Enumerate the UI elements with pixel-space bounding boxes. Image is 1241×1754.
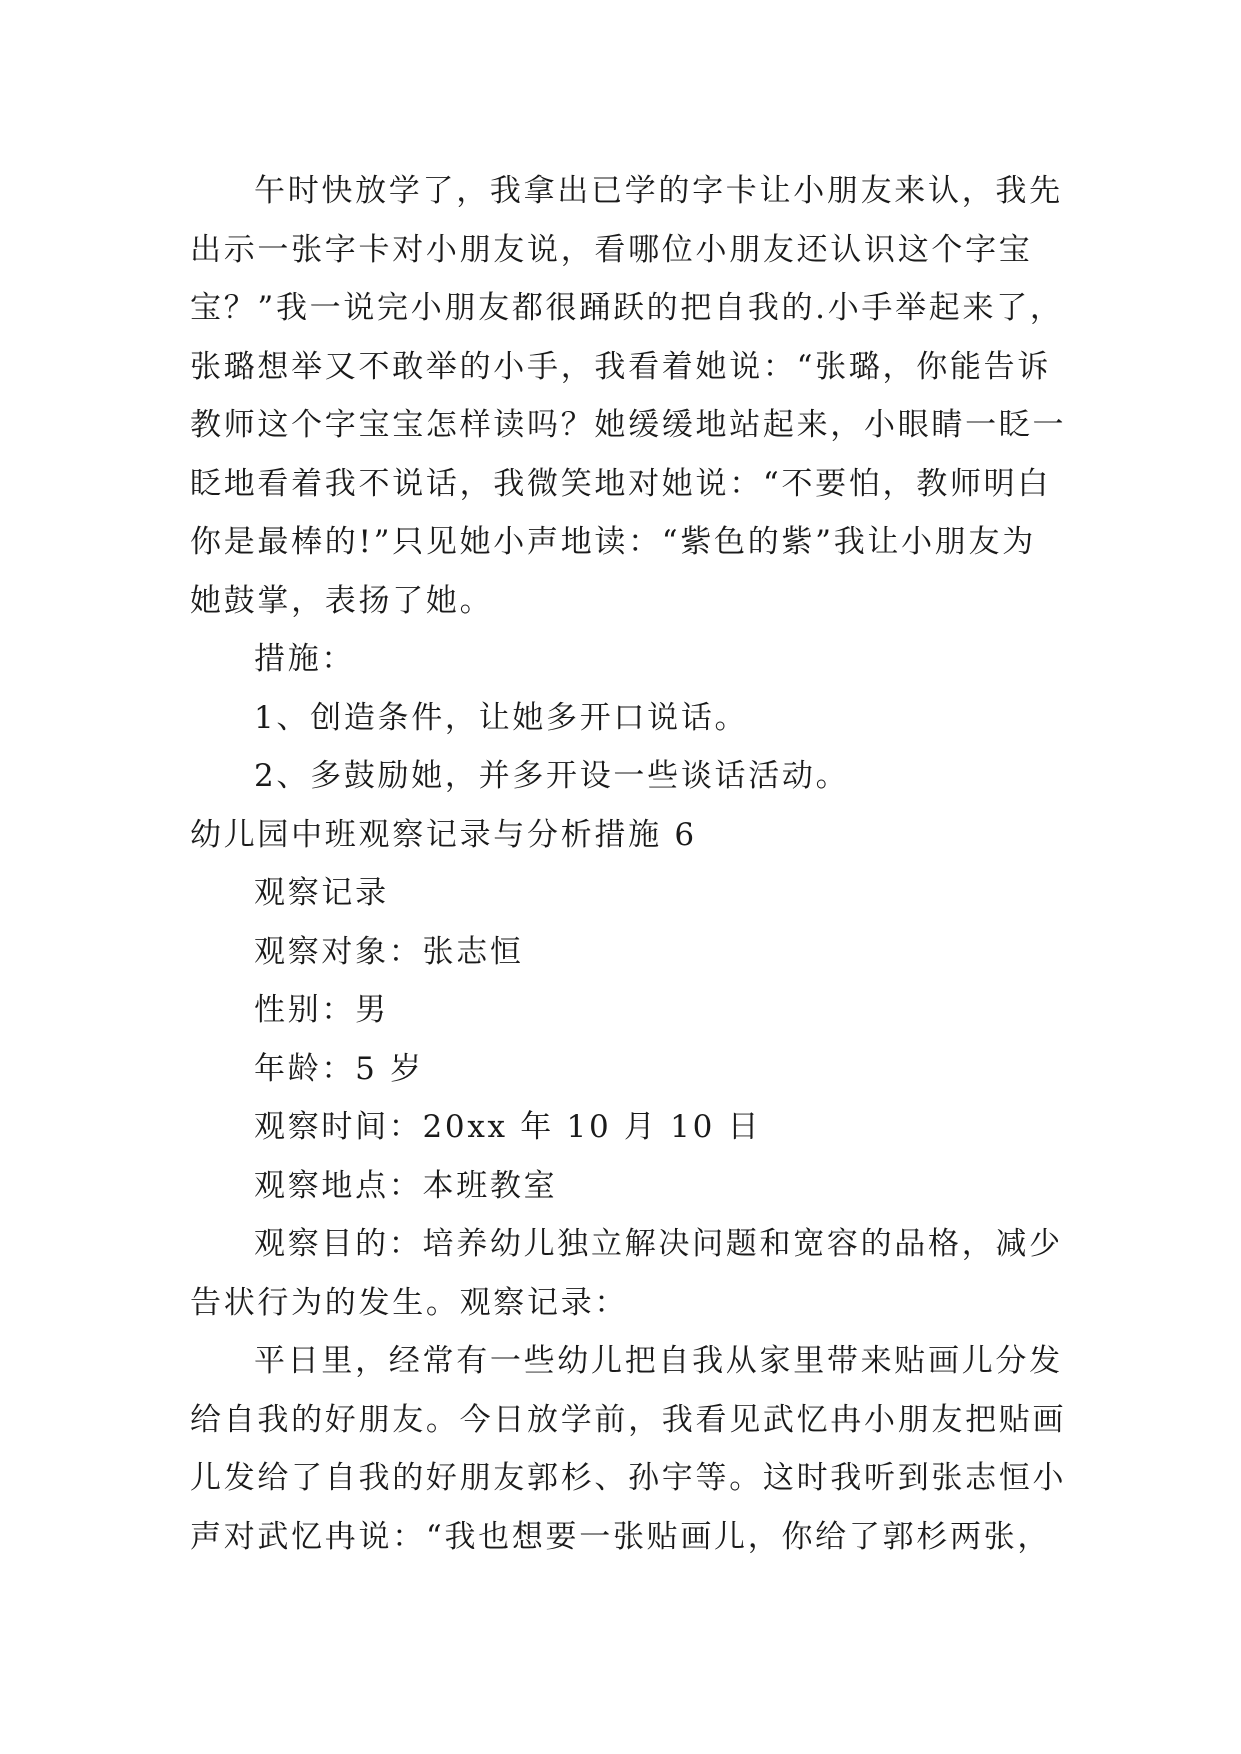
observation-purpose-line: 告状行为的发生。观察记录： [190,1284,629,1321]
paragraph-line: 她鼓掌，表扬了她。 [190,582,494,619]
record-label: 观察记录 [254,875,389,911]
document-body [190,162,1070,1566]
observation-time: 观察时间：20xx 年 10 月 10 日 [254,1109,762,1145]
observation-age: 年龄：5 岁 [254,1050,424,1087]
observation-subject: 观察对象：张志恒 [254,933,524,970]
paragraph-line: 宝？”我一说完小朋友都很踊跃的把自我的.小手举起来了， [190,290,1064,326]
paragraph-line: 张璐想举又不敢举的小手，我看着她说：“张璐，你能告诉 [190,348,1052,385]
observation-place: 观察地点：本班教室 [254,1167,558,1204]
paragraph-line: 儿发给了自我的好朋友郭杉、孙宇等。这时我听到张志恒小 [190,1460,1067,1496]
paragraph-line: 声对武忆冉说：“我也想要一张贴画儿，你给了郭杉两张， [190,1518,1052,1555]
paragraph-line: 给自我的好朋友。今日放学前，我看见武忆冉小朋友把贴画 [190,1401,1067,1438]
paragraph-line: 平日里，经常有一些幼儿把自我从家里带来贴画儿分发 [254,1343,1063,1379]
section-title: 幼儿园中班观察记录与分析措施 6 [190,816,697,853]
observation-gender: 性别：男 [254,992,389,1028]
paragraph-line: 教师这个字宝宝怎样读吗？她缓缓地站起来，小眼睛一眨一 [190,407,1067,443]
paragraph-line: 你是最棒的!”只见她小声地读：“紫色的紫”我让小朋友为 [190,524,1036,560]
measure-item: 2、多鼓励她，并多开设一些谈话活动。 [254,758,850,794]
measure-item: 1、创造条件，让她多开口说话。 [254,699,749,736]
paragraph-line: 午时快放学了，我拿出已学的字卡让小朋友来认，我先 [254,173,1063,209]
measures-label: 措施： [254,641,356,677]
paragraph-line: 眨地看着我不说话，我微笑地对她说：“不要怕，教师明白 [190,465,1052,502]
observation-purpose-line: 观察目的：培养幼儿独立解决问题和宽容的品格，减少 [254,1226,1063,1262]
paragraph-line: 出示一张字卡对小朋友说，看哪位小朋友还认识这个字宝 [190,231,1033,268]
